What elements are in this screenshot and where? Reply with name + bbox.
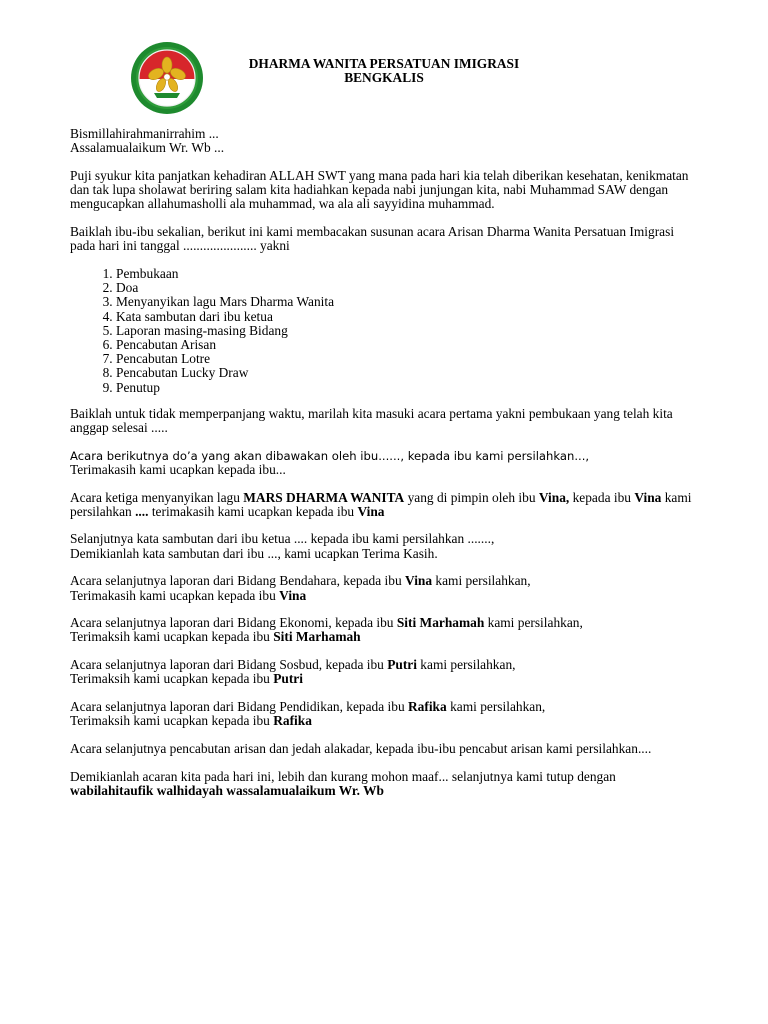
report-thanks: [70, 714, 700, 728]
report-text: kami persilahkan,: [446, 699, 546, 715]
mars-leader-name-2: Vina: [634, 489, 662, 505]
mars-song-title: MARS DHARMA WANITA: [243, 489, 405, 505]
report-presenter-name: Rafika: [273, 713, 312, 729]
closing-paragraph: [70, 770, 700, 798]
report-text: kami persilahkan,: [484, 615, 583, 631]
arisan-paragraph: Acara selanjutnya pencabutan arisan dan jedah alakadar, kepada ibu-ibu pencabut arisan kami persilahkan....: [70, 741, 652, 756]
closing-line-2: wabilahitaufik walhidayah wassalamualaikum Wr. Wb: [70, 782, 384, 798]
agenda-item: 6. Pencabutan Arisan: [116, 338, 700, 352]
greeting: [70, 127, 700, 155]
document-body: [70, 127, 700, 812]
report-request: [70, 700, 700, 714]
mars-leader-name-3: Vina: [357, 503, 385, 519]
doa-line-2: Terimakasih kami ucapkan kepada ibu...: [70, 461, 286, 477]
report-ekonomi: [70, 616, 700, 644]
report-text: Terimakasih kami ucapkan kepada ibu: [70, 587, 280, 603]
sambutan-line-1: Selanjutnya kata sambutan dari ibu ketua .... kepada ibu kami persilahkan .......,: [70, 531, 495, 547]
greeting-line-1: Bismillahirahmanirrahim ...: [70, 126, 219, 141]
agenda-item: 4. Kata sambutan dari ibu ketua: [116, 310, 700, 324]
agenda-item: 5. Laporan masing-masing Bidang: [116, 324, 700, 338]
title-line-2: BENGKALIS: [344, 70, 424, 85]
agenda-item: 2. Doa: [116, 281, 700, 295]
title-line-1: DHARMA WANITA PERSATUAN IMIGRASI: [248, 56, 520, 71]
sambutan-paragraph: [70, 532, 700, 560]
agenda-item: 1. Pembukaan: [116, 267, 700, 281]
agenda-item: 8. Pencabutan Lucky Draw: [116, 366, 700, 380]
opening-paragraph: Baiklah untuk tidak memperpanjang waktu, marilah kita masuki acara pertama yakni pembukaan yang telah kita anggap selesai .....: [70, 405, 673, 435]
report-presenter-name: Siti Marhamah: [396, 615, 485, 631]
sambutan-line-2: Demikianlah kata sambutan dari ibu ..., kami ucapkan Terima Kasih.: [70, 545, 438, 561]
agenda-item: 7. Pencabutan Lotre: [116, 352, 700, 366]
report-request: [70, 574, 700, 588]
mars-text-1: Acara ketiga menyanyikan lagu: [70, 489, 244, 505]
report-sosbud: [70, 658, 700, 686]
report-text: Acara selanjutnya laporan dari Bidang Ekonomi, kepada ibu: [70, 615, 397, 631]
mars-leader-name: Vina,: [538, 489, 570, 505]
agenda-list: [70, 267, 700, 395]
agenda-item: 3. Menyanyikan lagu Mars Dharma Wanita: [116, 295, 700, 309]
agenda-item: 9. Penutup: [116, 381, 700, 395]
report-text: Acara selanjutnya laporan dari Bidang Pendidikan, kepada ibu: [70, 699, 409, 715]
report-thanks: [70, 589, 700, 603]
report-pendidikan: [70, 700, 700, 728]
report-thanks: [70, 672, 700, 686]
report-text: Terimaksih kami ucapkan kepada ibu: [70, 671, 274, 687]
report-presenter-name: Putri: [387, 657, 417, 673]
report-text: Terimaksih kami ucapkan kepada ibu: [70, 629, 274, 645]
mars-text-4: kami persilahkan: [70, 489, 692, 519]
dharma-wanita-logo: [130, 41, 204, 115]
report-presenter-name: Vina: [279, 587, 307, 603]
mars-text-2: yang di pimpin oleh ibu: [404, 489, 539, 505]
report-text: kami persilahkan,: [432, 573, 531, 589]
doa-paragraph: [70, 449, 700, 477]
intro-paragraph: Puji syukur kita panjatkan kehadiran ALLAH SWT yang mana pada hari kia telah diberikan kesehatan, kenikmatan dan tak lupa sholawat beriring salam kita hadiahkan kepada nabi junjungan kita, nabi Muhammad SAW dengan mengucapkan allahumasholli ala muhammad, wa ala ali sayyidina muhammad.: [70, 167, 689, 212]
report-request: [70, 658, 700, 672]
report-bendahara: [70, 574, 700, 602]
report-presenter-name: Rafika: [408, 699, 447, 715]
report-thanks: [70, 630, 700, 644]
mars-paragraph: [70, 491, 700, 519]
report-text: Terimaksih kami ucapkan kepada ibu: [70, 713, 274, 729]
agenda-intro-paragraph: Baiklah ibu-ibu sekalian, berikut ini kami membacakan susunan acara Arisan Dharma Wanita Persatuan Imigrasi pada hari ini tanggal ...................... yakni: [70, 224, 675, 254]
report-presenter-name: Vina: [405, 573, 433, 589]
mars-text-3: kepada ibu: [569, 489, 635, 505]
report-request: [70, 616, 700, 630]
greeting-line-2: Assalamualaikum Wr. Wb ...: [70, 140, 225, 156]
report-presenter-name: Putri: [273, 671, 303, 687]
report-text: Acara selanjutnya laporan dari Bidang Sosbud, kepada ibu: [70, 657, 388, 673]
report-text: Acara selanjutnya laporan dari Bidang Bendahara, kepada ibu: [70, 573, 406, 589]
document-title: [215, 57, 553, 85]
doa-line-1: Acara berikutnya do’a yang akan dibawakan oleh ibu......, kepada ibu kami persilahkan...,: [70, 448, 590, 463]
mars-dots: ....: [135, 503, 149, 519]
report-presenter-name: Siti Marhamah: [273, 629, 361, 645]
closing-line-1: Demikianlah acaran kita pada hari ini, lebih dan kurang mohon maaf... selanjutnya kami tutup dengan: [70, 768, 616, 784]
mars-text-5: terimakasih kami ucapkan kepada ibu: [148, 503, 358, 519]
report-text: kami persilahkan,: [416, 657, 516, 673]
